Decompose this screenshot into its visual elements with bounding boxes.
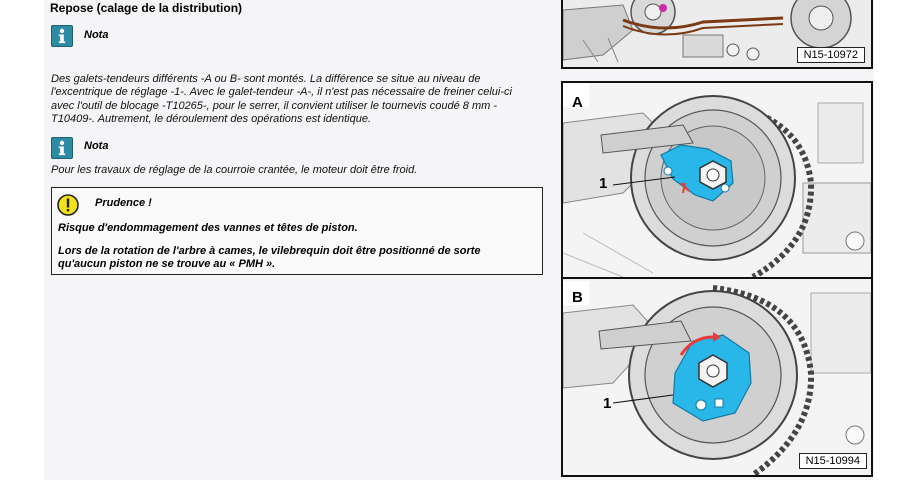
callout-1-a: 1 bbox=[599, 175, 608, 192]
caution-box bbox=[51, 187, 543, 275]
info-icon bbox=[51, 137, 73, 159]
warning-icon bbox=[57, 194, 79, 216]
figure-code: N15-10972 bbox=[797, 47, 865, 63]
callout-1-b: 1 bbox=[603, 395, 612, 412]
figure-code: N15-10994 bbox=[799, 453, 867, 469]
panel-b-label: B bbox=[572, 289, 583, 306]
section-title: Repose (calage de la distribution) bbox=[50, 1, 243, 15]
note-paragraph: Des galets-tendeurs différents -A ou B- sont montés. La différence se situe au niveau de l'excentrique de réglage -1-. Avec le galet-tendeur -A-, il n'est pas nécessaire de freiner celui-ci avec l'outil de blocage -T10265-, pour le serrer, il convient utiliser le tournevis coudé 8 mm - T10409-. Autrement, le déroulement des opérations est identique. bbox=[51, 73, 512, 126]
note-text: Pour les travaux de réglage de la courroie crantée, le moteur doit être froid. bbox=[51, 164, 418, 176]
note-label: Nota bbox=[84, 140, 109, 152]
caution-line: Lors de la rotation de l'arbre à cames, le vilebrequin doit être positionné de sorte qu'aucun piston ne se trouve au « PMH ». bbox=[58, 245, 481, 271]
tensioner-figure bbox=[561, 81, 873, 477]
panel-b bbox=[563, 279, 871, 475]
caution-line: Risque d'endommagement des vannes et têtes de piston. bbox=[58, 222, 358, 234]
note-label: Nota bbox=[84, 29, 109, 41]
caution-title: Prudence ! bbox=[95, 197, 152, 209]
panel-a-label: A bbox=[572, 94, 583, 111]
info-icon bbox=[51, 25, 73, 47]
engine-figure-top bbox=[561, 0, 873, 69]
panel-a bbox=[563, 83, 871, 277]
